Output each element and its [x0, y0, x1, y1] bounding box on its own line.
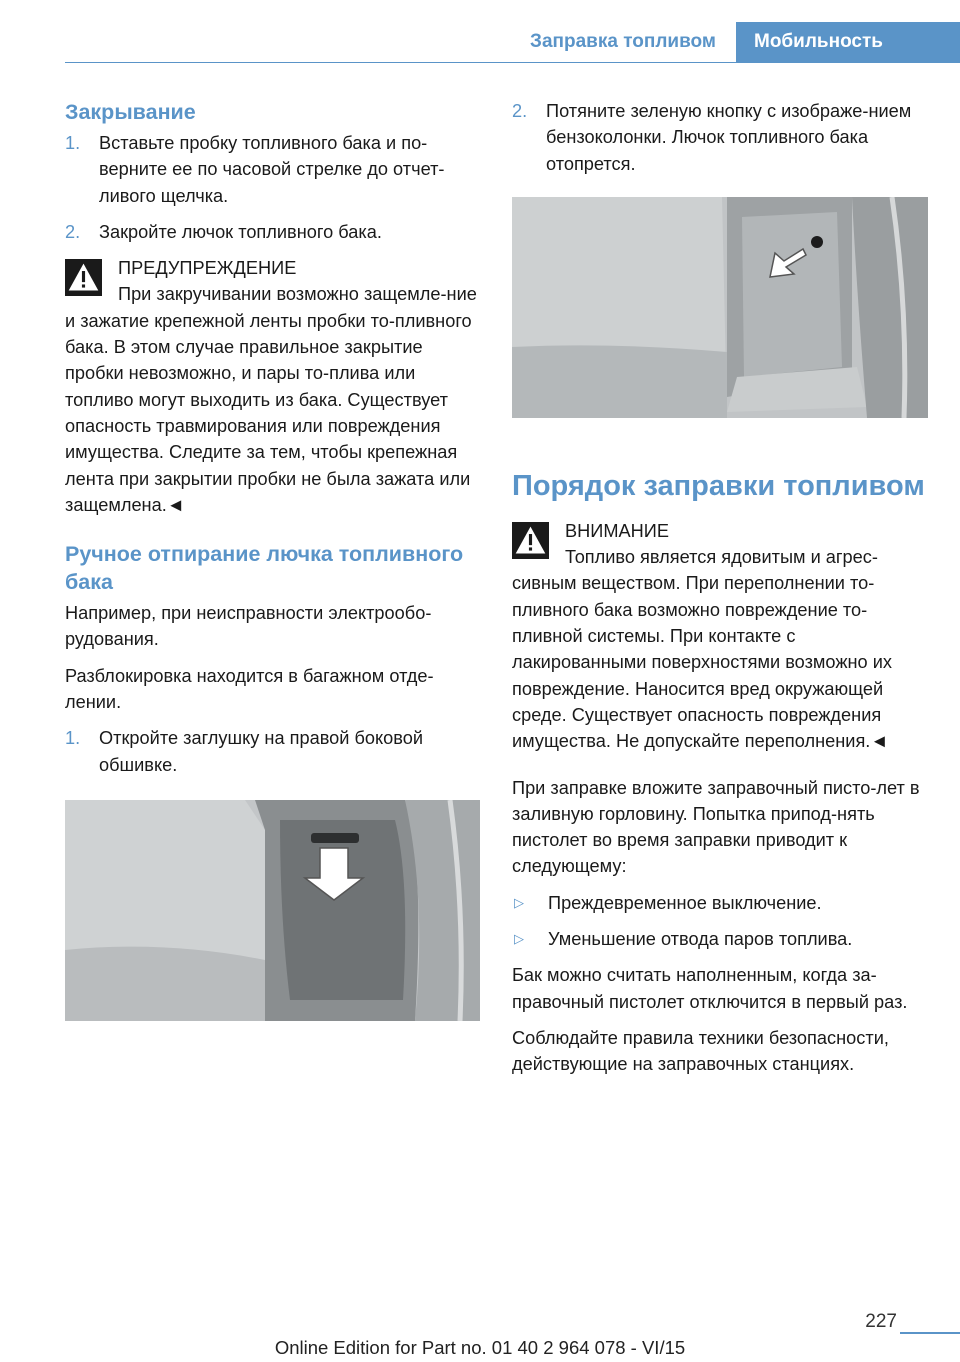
- list-item-text: Уменьшение отвода паров топлива.: [548, 929, 853, 950]
- paragraph: Бак можно считать наполненным, когда за-правочный пистолет отключится в первый раз.: [512, 965, 908, 1012]
- refuelling-heading: Порядок заправки топливом: [512, 469, 925, 502]
- step-number: 1.: [65, 728, 81, 749]
- right-column: [512, 98, 928, 1088]
- list-item-text: Преждевременное выключение.: [548, 892, 822, 913]
- step-item: [65, 130, 480, 209]
- caution-block: [512, 518, 928, 755]
- footer-rule: [900, 1332, 960, 1334]
- header-chapter-tab: Мобильность: [736, 22, 960, 62]
- warning-block: [65, 255, 480, 518]
- list-item: [512, 890, 928, 916]
- paragraph: Например, при неисправности электрообо-рудования.: [65, 603, 432, 650]
- trunk-panel-photo: [65, 800, 480, 1021]
- warning-triangle-icon: [512, 522, 549, 559]
- step-number: 2.: [512, 101, 528, 121]
- list-item: [512, 926, 928, 952]
- triangle-right-icon: ▷: [514, 894, 524, 910]
- step-number: 2.: [65, 221, 81, 242]
- closing-heading: Закрывание: [65, 100, 196, 124]
- caution-text: Топливо является ядовитым и агрес-сивным веществом. При переполнении то-пливного бака возможно повреждение то-пливной системы. При контакте с лакированными поверхностями возможно их повреждение. Наносится вред окружающей среде. Существует опасность повреждения имущества. Не допускайте переполнения.◄: [512, 547, 892, 752]
- paragraph: Разблокировка находится в багажном отде-лении.: [65, 665, 434, 713]
- caution-title: ВНИМАНИЕ: [565, 520, 669, 541]
- paragraph: Соблюдайте правила техники безопасности, действующие на заправочных станциях.: [512, 1027, 889, 1075]
- footer-edition: Online Edition for Part no. 01 40 2 964 078 - VI/15: [274, 1337, 686, 1358]
- triangle-right-icon: ▷: [514, 931, 524, 947]
- step-text: Откройте заглушку на правой боковой обшивке.: [99, 728, 424, 775]
- paragraph: При заправке вложите заправочный писто-лет в заливную горловину. Попытка припод-нять пистолет во время заправки приводит к следующему:: [512, 777, 920, 877]
- step-text: Закройте лючок топливного бака.: [99, 221, 382, 242]
- page-number: 227: [865, 1311, 897, 1332]
- step-text: Потяните зеленую кнопку с изображе-нием бензоколонки. Лючок топливного бака отопрется.: [546, 101, 912, 174]
- header-section-title: Заправка топливом: [530, 31, 716, 52]
- step-text: Вставьте пробку топливного бака и по-верните ее по часовой стрелке до отчет-ливого щелчка.: [99, 133, 445, 206]
- step-item: [65, 219, 480, 245]
- warning-text: При закручивании возможно защемле-ние и зажатие крепежной ленты пробки то-пливного бака. В этом случае правильное закрытие пробки невозможно, и пары то-плива или топливо могут выходить из бака. Существует опасность травмирования или повреждения имущества. Следите за тем, чтобы крепежная лента при закрытии пробки не была зажата или защемлена.◄: [65, 284, 477, 515]
- fuel-release-photo: [512, 197, 928, 418]
- step-number: 1.: [65, 133, 81, 153]
- step-item: [512, 98, 928, 177]
- step-item: [65, 725, 480, 778]
- warning-triangle-icon: [65, 259, 102, 296]
- header-rule: [65, 62, 960, 63]
- warning-title: ПРЕДУПРЕЖДЕНИЕ: [118, 258, 297, 279]
- left-column: [65, 98, 480, 1021]
- manual-release-heading: Ручное отпирание лючка топливного бака: [65, 542, 464, 595]
